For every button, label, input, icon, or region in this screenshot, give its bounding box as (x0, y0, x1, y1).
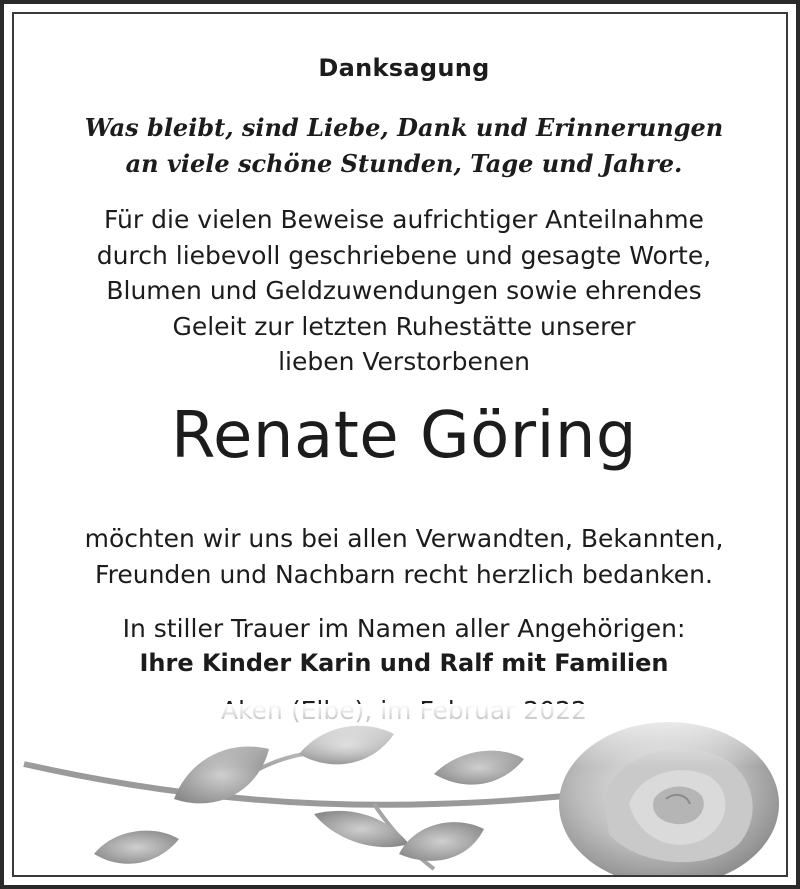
thanks-line: möchten wir uns bei allen Verwandten, Bekannten, (84, 524, 724, 553)
quote (14, 110, 788, 182)
family-signature: Ihre Kinder Karin und Ralf mit Familien (139, 649, 669, 677)
body-line: Geleit zur letzten Ruhestätte unserer (172, 311, 636, 341)
thanks-text (14, 521, 788, 593)
body-line: lieben Verstorbenen (278, 347, 530, 376)
body-line: Für die vielen Beweise aufrichtiger Anteilnahme (104, 205, 704, 234)
quote-line: Was bleibt, sind Liebe, Dank und Erinnerungen (84, 113, 724, 142)
obituary-card (12, 12, 788, 877)
body-line: durch liebevoll geschriebene und gesagte Worte, (96, 240, 712, 270)
mourning-line: In stiller Trauer im Namen aller Angehörigen: (122, 614, 686, 643)
thanks-line: Freunden und Nachbarn recht herzlich bedanken. (95, 560, 713, 589)
acknowledgement-text (14, 202, 788, 380)
body-line: Blumen und Geldzuwendungen sowie ehrendes (106, 276, 702, 305)
rose-icon (14, 704, 788, 877)
heading: Danksagung (318, 54, 490, 82)
deceased-name: Renate Göring (170, 399, 638, 473)
quote-line: an viele schöne Stunden, Tage und Jahre. (125, 149, 683, 178)
